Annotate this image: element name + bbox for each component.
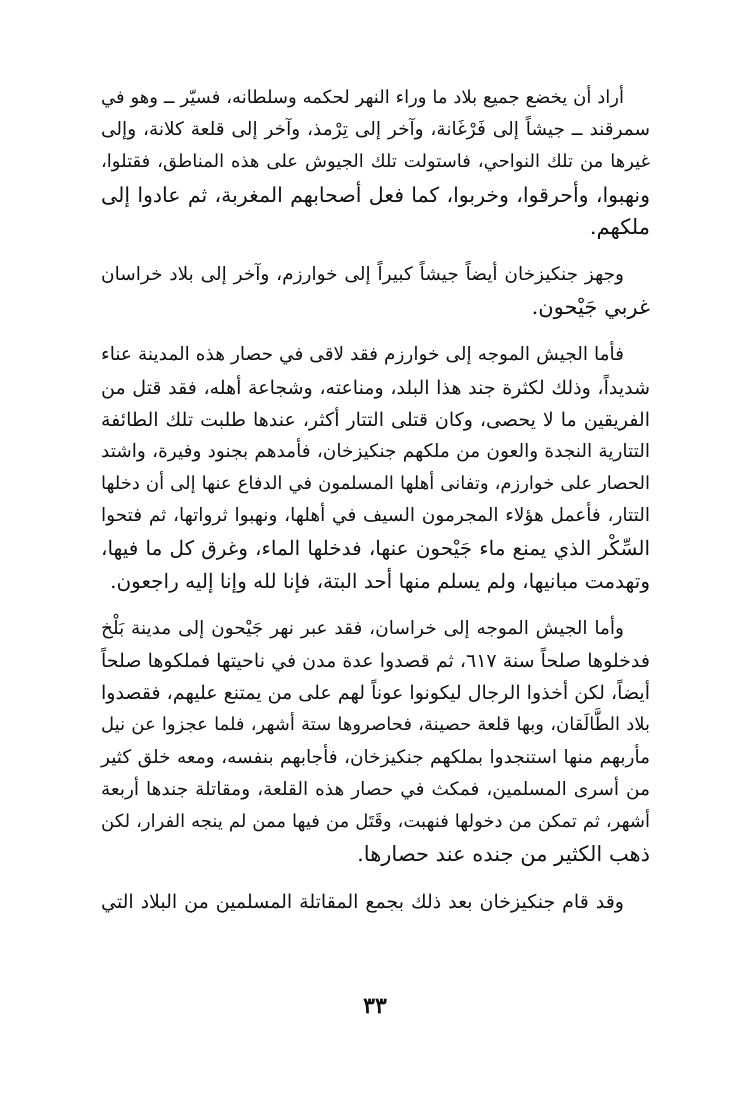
text-line: غيرها من تلك النواحي، فاستولت تلك الجيوش على هذه المناطق، فقتلوا، (101, 151, 650, 173)
text-line: وقد قام جنكيزخان بعد ذلك بجمع المقاتلة المسلمين من البلاد التي (101, 891, 624, 914)
text-line: أشهر، ثم تمكن من دخولها فنهبت، وقَتَل من فيها ممن لم ينجه الفرار، لكن (101, 810, 650, 832)
text-line: التتارية النجدة والعون من ملكهم جنكيزخان، فأمدهم بجنود وفيرة، واشتد (101, 440, 650, 462)
text-line: ونهبوا، وأحرقوا، وخربوا، كما فعل أصحابهم المغربة، ثم عادوا إلى (101, 182, 650, 207)
paragraph-1 (101, 82, 650, 243)
text-line: التتار، فأعمل هؤلاء المجرمون السيف في أهلها، ونهبوا ثرواتها، ثم فتحوا (101, 505, 650, 527)
text-line: بلاد الطَّالَقان، وبها قلعة حصينة، فحاصروها ستة أشهر، فلما عجزوا عن نيل (101, 714, 650, 736)
text-line: أراد أن يخضع جميع بلاد ما وراء النهر لحكمه وسلطانه، فسيّر ــ وهو في (101, 87, 624, 108)
text-line: الفريقين ما لا يحصى، وكان قتلى التتار أكثر، عندها طلبت تلك الطائفة (101, 408, 650, 431)
text-line: ملكهم. (589, 214, 650, 239)
text-line: السِّكْر الذي يمنع ماء جَيْحون عنها، فدخلها الماء، وغرق كل ما فيها، (101, 536, 650, 561)
paragraph-3 (101, 339, 650, 597)
body-text (101, 82, 650, 935)
text-line: غربي جَيْحون. (531, 295, 650, 320)
page-number: ٣٣ (363, 993, 387, 1019)
text-line: وجهز جنكيزخان أيضاً جيشاً كبيراً إلى خوارزم، وآخر إلى بلاد خراسان (101, 263, 624, 285)
text-line: وتهدمت مبانيها، ولم يسلم منها أحد البتة، فإنا لله وإنا إليه راجعون. (110, 568, 650, 593)
paragraph-2 (101, 259, 650, 323)
text-line: وأما الجيش الموجه إلى خراسان، فقد عبر نهر جَيْحون إلى مدينة بَلْخ (101, 617, 624, 639)
paragraph-4 (101, 613, 650, 871)
text-line: فدخلوها صلحاً سنة ٦١٧، ثم قصدوا عدة مدن في ناحيتها فملكوها صلحاً (101, 650, 650, 672)
text-line: الحصار على خوارزم، وتفانى أهلها المسلمون في الدفاع عنها إلى أن دخلها (101, 473, 650, 495)
text-line: أيضاً، لكن أخذوا الرجال ليكونوا عوناً لهم على من يمتنع عليهم، فقصدوا (101, 682, 650, 705)
paragraph-5 (101, 886, 650, 918)
text-line: سمرقند ــ جيشاً إلى فَرْغَانة، وآخر إلى تِرْمذ، وآخر إلى قلعة كلانة، وإلى (101, 119, 650, 141)
text-line: فأما الجيش الموجه إلى خوارزم فقد لاقى في حصار هذه المدينة عناء (101, 344, 624, 366)
text-line: مأربهم منها استنجدوا بملكهم جنكيزخان، فأجابهم بنفسه، ومعه خلق كثير (101, 746, 650, 768)
text-line: من أسرى المسلمين، فمكث في حصار هذه القلعة، ومقاتلة جندها أربعة (101, 778, 650, 800)
text-line: ذهب الكثير من جنده عند حصارها. (357, 842, 650, 867)
text-line: شديداً، وذلك لكثرة جند هذا البلد، ومناعته، وشجاعة أهله، فقد قتل من (101, 376, 650, 399)
